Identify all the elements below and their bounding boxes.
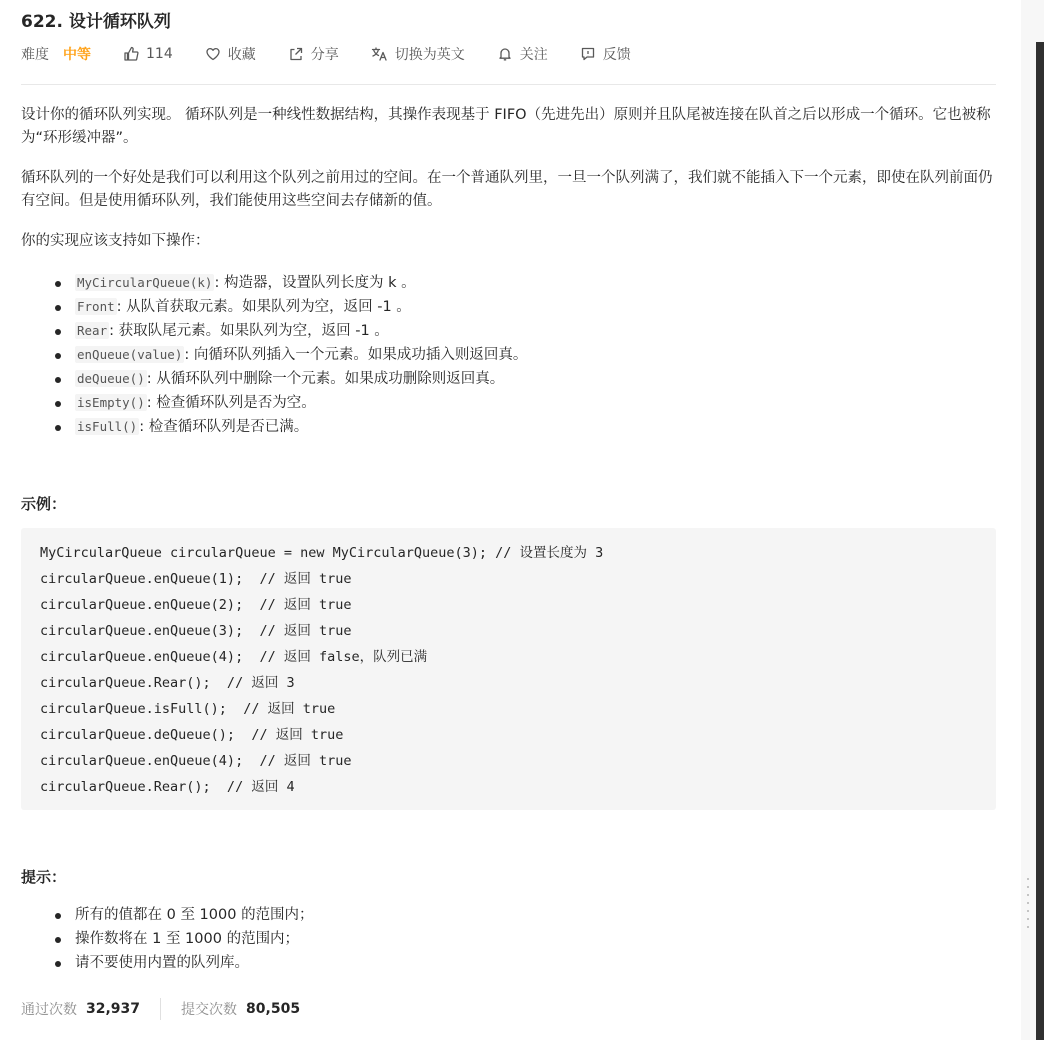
operations-list <box>21 271 996 439</box>
operation-text: : 从队首获取元素。如果队列为空，返回 -1 。 <box>116 299 411 315</box>
stats-divider <box>160 998 161 1020</box>
feedback-icon <box>580 46 596 62</box>
difficulty <box>21 44 91 64</box>
operation-text: : 检查循环队列是否已满。 <box>139 419 309 435</box>
code-line: circularQueue.enQueue(1); // 返回 true <box>40 571 352 587</box>
list-item: 所有的值都在 0 至 1000 的范围内； <box>75 903 996 927</box>
operation-code: enQueue(value) <box>77 347 183 362</box>
list-item <box>75 319 996 343</box>
code-line: circularQueue.Rear(); // 返回 4 <box>40 779 295 795</box>
feedback-button[interactable] <box>580 44 631 64</box>
submitted-count: 80,505 <box>246 1001 301 1017</box>
operation-code: MyCircularQueue(k) <box>77 275 213 290</box>
favorite-button[interactable] <box>205 44 256 64</box>
operation-text: : 从循环队列中删除一个元素。如果成功删除则返回真。 <box>146 371 505 387</box>
like-button[interactable] <box>123 46 173 62</box>
heart-icon <box>205 46 221 62</box>
problem-content <box>21 0 996 1021</box>
code-line: circularQueue.deQueue(); // 返回 true <box>40 727 344 743</box>
switch-language-button[interactable] <box>371 44 465 64</box>
follow-label: 关注 <box>519 47 548 63</box>
operation-text: : 构造器，设置队列长度为 k 。 <box>214 275 416 291</box>
share-label: 分享 <box>310 47 339 63</box>
accepted-count: 32,937 <box>86 1001 141 1017</box>
accepted-label: 通过次数 <box>21 1002 77 1018</box>
share-button[interactable] <box>288 44 339 64</box>
header-divider <box>21 84 996 85</box>
difficulty-label: 难度 <box>21 47 49 63</box>
code-line: circularQueue.isFull(); // 返回 true <box>40 701 336 717</box>
bell-icon <box>497 46 513 62</box>
description-paragraph-1: 设计你的循环队列实现。 循环队列是一种线性数据结构，其操作表现基于 FIFO（先进先出）原则并且队尾被连接在队首之后以形成一个循环。它也被称为“环形缓冲器”。 <box>21 107 991 146</box>
code-line: circularQueue.enQueue(4); // 返回 false，队列已满 <box>40 649 428 665</box>
problem-meta-bar <box>21 42 996 66</box>
scrollbar-thumb[interactable] <box>1036 42 1044 1040</box>
list-item <box>75 391 996 415</box>
operation-code: isFull() <box>77 419 138 434</box>
operation-text: : 检查循环队列是否为空。 <box>146 395 316 411</box>
list-item <box>75 343 996 367</box>
submission-stats <box>21 997 996 1021</box>
submitted-label: 提交次数 <box>181 1002 238 1018</box>
switch-language-label: 切换为英文 <box>394 47 465 63</box>
resize-handle[interactable] <box>1027 878 1029 934</box>
like-count: 114 <box>146 46 173 62</box>
code-line: circularQueue.enQueue(3); // 返回 true <box>40 623 352 639</box>
difficulty-value: 中等 <box>63 47 91 63</box>
description-paragraph-2: 循环队列的一个好处是我们可以利用这个队列之前用过的空间。在一个普通队列里，一旦一个队列满了，我们就不能插入下一个元素，即使在队列前面仍有空间。但是使用循环队列，我们能使用这些空间去存储新的值。 <box>21 170 993 209</box>
operation-code: Front <box>77 299 115 314</box>
list-item <box>75 367 996 391</box>
feedback-label: 反馈 <box>602 47 631 63</box>
description-paragraph-3: 你的实现应该支持如下操作： <box>21 233 210 249</box>
follow-button[interactable] <box>497 44 548 64</box>
example-code-block <box>21 528 996 810</box>
code-line: circularQueue.enQueue(4); // 返回 true <box>40 753 352 769</box>
list-item <box>75 295 996 319</box>
code-line: MyCircularQueue circularQueue = new MyCircularQueue(3); // 设置长度为 3 <box>40 545 604 561</box>
list-item <box>75 415 996 439</box>
tips-heading: 提示： <box>21 868 67 886</box>
list-item: 请不要使用内置的队列库。 <box>75 951 996 975</box>
operation-code: deQueue() <box>77 371 145 386</box>
code-line: circularQueue.enQueue(2); // 返回 true <box>40 597 352 613</box>
operation-text: : 获取队尾元素。如果队列为空，返回 -1 。 <box>109 323 389 339</box>
scrollbar[interactable] <box>1021 0 1044 1040</box>
translate-icon <box>371 46 388 62</box>
favorite-label: 收藏 <box>227 47 256 63</box>
tips-list <box>21 903 996 975</box>
thumbs-up-icon <box>123 46 139 62</box>
share-icon <box>288 46 304 62</box>
problem-title: 622. 设计循环队列 <box>21 12 171 32</box>
code-line: circularQueue.Rear(); // 返回 3 <box>40 675 295 691</box>
operation-text: : 向循环队列插入一个元素。如果成功插入则返回真。 <box>184 347 528 363</box>
list-item <box>75 271 996 295</box>
operation-code: Rear <box>77 323 108 338</box>
example-heading: 示例： <box>21 495 67 513</box>
list-item: 操作数将在 1 至 1000 的范围内； <box>75 927 996 951</box>
operation-code: isEmpty() <box>77 395 145 410</box>
